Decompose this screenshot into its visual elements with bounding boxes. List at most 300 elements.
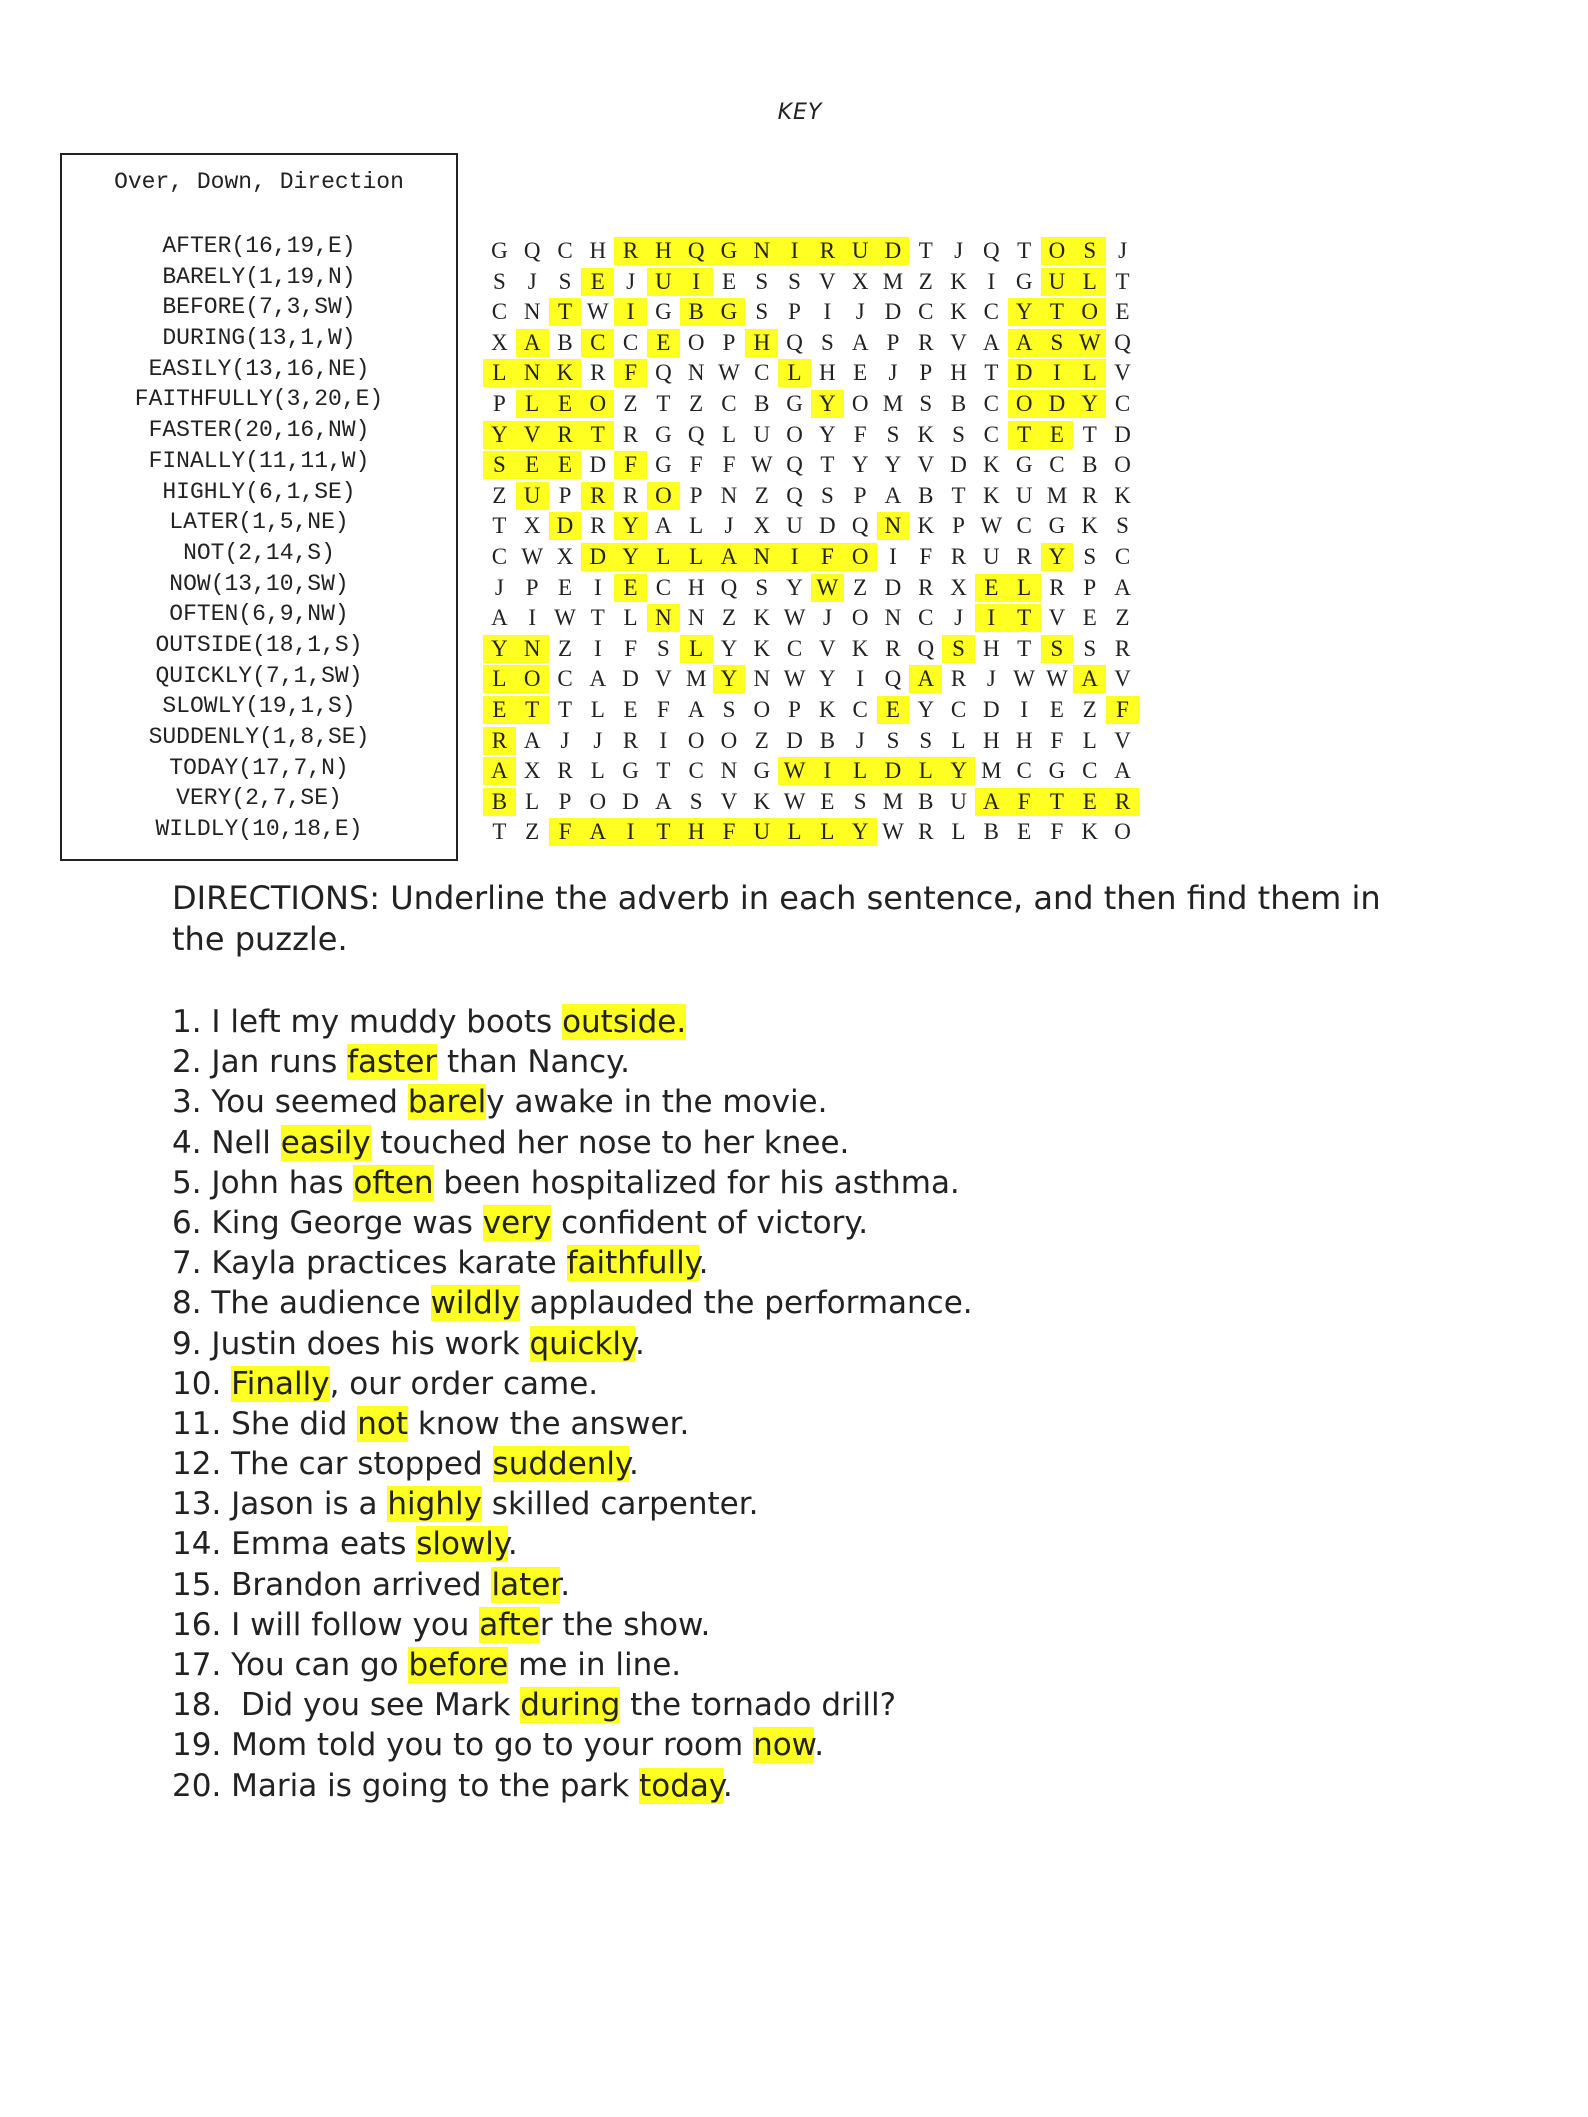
puzzle-letter: T <box>1041 788 1074 816</box>
puzzle-letter: E <box>1115 299 1130 325</box>
puzzle-letter: L <box>1073 268 1106 296</box>
sentence <box>172 1444 973 1484</box>
puzzle-letter: F <box>853 421 867 447</box>
puzzle-letter: T <box>656 390 671 416</box>
word-list-entry: TODAY(17,7,N) <box>169 754 349 781</box>
puzzle-row <box>483 511 1139 542</box>
puzzle-letter: E <box>975 574 1008 602</box>
puzzle-letter: K <box>819 696 836 722</box>
puzzle-letter: Q <box>1114 329 1131 355</box>
puzzle-letter: M <box>882 268 904 294</box>
word-list-entry: FINALLY(11,11,W) <box>148 447 370 474</box>
puzzle-letter: A <box>687 696 705 722</box>
highlighted-adverb: faithfully <box>566 1245 699 1282</box>
puzzle-letter: F <box>614 359 647 387</box>
sentence-text: r the show. <box>539 1606 711 1643</box>
puzzle-letter: A <box>516 329 549 357</box>
highlighted-adverb: not <box>357 1405 409 1442</box>
puzzle-letter: M <box>981 758 1002 784</box>
puzzle-letter: O <box>516 665 549 693</box>
puzzle-letter: A <box>655 788 672 814</box>
puzzle-row <box>483 695 1139 726</box>
sentence-text: 4. Nell <box>172 1124 281 1161</box>
puzzle-letter: L <box>680 543 713 571</box>
puzzle-letter: K <box>753 788 771 814</box>
puzzle-letter: A <box>589 666 607 692</box>
puzzle-letter: S <box>1073 237 1106 265</box>
puzzle-letter: Y <box>713 665 746 693</box>
puzzle-letter: T <box>557 696 573 722</box>
puzzle-letter: L <box>623 605 638 631</box>
puzzle-letter: B <box>918 482 934 508</box>
puzzle-letter: R <box>918 329 934 355</box>
puzzle-letter: B <box>754 390 770 416</box>
puzzle-letter: D <box>622 666 639 692</box>
sentence-text: 2. Jan runs <box>172 1044 348 1081</box>
sentence-text: . <box>560 1566 571 1603</box>
sentence <box>172 1725 973 1765</box>
word-list-header: Over, Down, Direction <box>114 169 404 195</box>
puzzle-letter: C <box>786 635 803 661</box>
puzzle-letter: F <box>1008 788 1041 816</box>
word-list-entry: NOW(13,10,SW) <box>169 570 349 597</box>
puzzle-letter: Q <box>687 421 705 447</box>
puzzle-letter: L <box>483 665 516 693</box>
sentence <box>172 1484 973 1524</box>
highlighted-adverb: barel <box>407 1084 487 1121</box>
sentence-text: 13. Jason is a <box>172 1486 388 1523</box>
puzzle-letter: E <box>647 329 680 357</box>
sentence-text: 3. You seemed <box>172 1084 408 1121</box>
highlighted-adverb: afte <box>479 1606 540 1643</box>
puzzle-letter: R <box>590 513 606 539</box>
puzzle-letter: P <box>1083 574 1097 600</box>
sentence-text: been hospitalized for his asthma. <box>433 1164 960 1201</box>
puzzle-letter: G <box>713 237 746 265</box>
puzzle-letter: P <box>493 390 506 416</box>
puzzle-letter: N <box>884 605 902 631</box>
sentence <box>172 1163 973 1203</box>
puzzle-letter: J <box>593 727 603 753</box>
puzzle-letter: K <box>549 359 582 387</box>
puzzle-letter: J <box>626 268 636 294</box>
puzzle-letter: S <box>788 268 801 294</box>
puzzle-letter: I <box>778 543 811 571</box>
puzzle-letter: A <box>975 788 1008 816</box>
puzzle-letter: P <box>919 360 933 386</box>
sentence <box>172 1042 973 1082</box>
puzzle-letter: N <box>720 758 738 784</box>
puzzle-letter: S <box>755 268 769 294</box>
puzzle-letter: Q <box>983 238 1000 263</box>
puzzle-letter: Y <box>614 543 647 571</box>
puzzle-letter: L <box>951 819 966 845</box>
puzzle-letter: R <box>549 421 582 449</box>
puzzle-letter: X <box>753 513 771 539</box>
puzzle-letter: X <box>523 758 541 784</box>
puzzle-letter: V <box>819 268 836 294</box>
puzzle-letter: U <box>1041 268 1074 296</box>
sentence-text: 1. I left my muddy boots <box>172 1004 563 1040</box>
puzzle-letter: E <box>1082 605 1097 631</box>
puzzle-letter: D <box>1041 390 1074 418</box>
puzzle-letter: A <box>655 513 672 539</box>
sentence-text: 6. King George was <box>172 1204 483 1241</box>
puzzle-letter: Y <box>1041 543 1074 571</box>
puzzle-row <box>483 450 1139 481</box>
puzzle-letter: O <box>1114 452 1131 478</box>
puzzle-row <box>483 297 1139 328</box>
puzzle-letter: L <box>525 788 540 814</box>
highlighted-adverb: quickly <box>529 1325 635 1362</box>
puzzle-letter: F <box>614 451 647 479</box>
puzzle-letter: O <box>786 421 803 447</box>
puzzle-letter: R <box>1106 788 1139 816</box>
puzzle-letter: N <box>720 482 738 508</box>
puzzle-letter: J <box>560 727 570 753</box>
sentence-text: 15. Brandon arrived <box>172 1566 492 1603</box>
puzzle-letter: C <box>491 543 508 569</box>
puzzle-letter: N <box>687 605 705 631</box>
sentence-text: skilled carpenter. <box>481 1486 759 1523</box>
puzzle-letter: R <box>581 482 614 510</box>
highlighted-adverb: very <box>482 1204 552 1241</box>
puzzle-letter: I <box>889 543 897 569</box>
puzzle-letter: M <box>685 666 707 692</box>
puzzle-letter: N <box>745 543 778 571</box>
puzzle-letter: Y <box>1073 390 1106 418</box>
puzzle-letter: Q <box>786 329 803 355</box>
sentence-text: 20. Maria is going to the park <box>172 1767 640 1804</box>
puzzle-letter: M <box>882 390 904 416</box>
puzzle-letter: G <box>655 299 672 325</box>
puzzle-letter: C <box>655 574 672 600</box>
puzzle-letter: Y <box>811 390 844 418</box>
puzzle-letter: F <box>722 452 736 478</box>
puzzle-letter: O <box>687 727 705 753</box>
puzzle-row <box>483 542 1139 573</box>
sentence <box>172 1766 973 1806</box>
sentence-text: 18. Did you see Mark <box>172 1687 521 1724</box>
puzzle-row <box>483 573 1139 604</box>
puzzle-letter: B <box>950 390 967 416</box>
puzzle-letter: K <box>753 605 771 631</box>
puzzle-letter: F <box>549 818 582 846</box>
sentence-text: 11. She did <box>172 1405 358 1442</box>
puzzle-letter: K <box>917 421 935 447</box>
puzzle-letter: L <box>1082 727 1097 753</box>
word-list-entry: NOT(2,14,S) <box>183 539 335 566</box>
sentence <box>172 1283 973 1323</box>
puzzle-letter: H <box>1015 727 1033 753</box>
puzzle-letter: U <box>844 237 877 265</box>
puzzle-letter: Y <box>819 421 836 447</box>
puzzle-letter: C <box>491 299 508 325</box>
puzzle-letter: V <box>1048 605 1066 631</box>
sentence <box>172 1203 973 1243</box>
puzzle-letter: P <box>722 329 736 355</box>
sentence <box>172 1364 973 1404</box>
puzzle-row <box>483 817 1139 848</box>
puzzle-letter: T <box>1008 604 1041 632</box>
puzzle-letter: Q <box>680 237 713 265</box>
highlighted-adverb: wildly <box>430 1285 520 1322</box>
puzzle-row <box>483 603 1139 634</box>
puzzle-letter: E <box>581 268 614 296</box>
puzzle-letter: L <box>689 513 704 539</box>
puzzle-letter: H <box>819 360 836 386</box>
puzzle-letter: W <box>521 543 544 569</box>
puzzle-letter: F <box>713 818 746 846</box>
word-list-entry: BEFORE(7,3,SW) <box>162 294 356 321</box>
puzzle-letter: Y <box>884 452 902 478</box>
puzzle-letter: S <box>952 421 965 447</box>
puzzle-letter: Q <box>917 635 935 661</box>
puzzle-letter: E <box>1041 421 1074 449</box>
sentence <box>172 1605 973 1645</box>
puzzle-letter: E <box>820 788 835 814</box>
puzzle-letter: W <box>750 452 773 478</box>
puzzle-letter: Z <box>721 605 736 631</box>
puzzle-letter: O <box>753 696 771 722</box>
puzzle-letter: J <box>954 238 964 263</box>
puzzle-letter: Y <box>819 666 836 692</box>
word-list-entry: DURING(13,1,W) <box>162 325 356 352</box>
puzzle-letter: Z <box>492 482 507 508</box>
puzzle-letter: I <box>614 298 647 326</box>
puzzle-letter: P <box>558 788 572 814</box>
highlighted-adverb: faster <box>347 1044 438 1081</box>
sentence <box>172 1404 973 1444</box>
puzzle-letter: Y <box>483 421 516 449</box>
puzzle-letter: P <box>689 482 703 508</box>
sentence <box>172 1524 973 1564</box>
puzzle-letter: D <box>581 543 614 571</box>
puzzle-letter: C <box>1114 543 1131 569</box>
puzzle-letter: S <box>656 635 670 661</box>
sentence-text: me in line. <box>508 1647 682 1683</box>
puzzle-letter: E <box>1073 788 1106 816</box>
puzzle-letter: T <box>516 696 549 724</box>
puzzle-letter: N <box>523 299 541 325</box>
puzzle-row <box>483 420 1139 451</box>
puzzle-letter: C <box>918 605 934 631</box>
puzzle-letter: R <box>622 727 639 753</box>
puzzle-letter: I <box>528 605 537 631</box>
puzzle-letter: W <box>586 299 609 325</box>
highlighted-adverb: during <box>520 1687 621 1724</box>
puzzle-letter: S <box>820 482 834 508</box>
puzzle-letter: T <box>1008 421 1041 449</box>
puzzle-letter: S <box>755 299 769 325</box>
puzzle-letter: P <box>952 513 965 539</box>
puzzle-letter: R <box>622 482 639 508</box>
sentence-text: . <box>628 1446 639 1483</box>
word-list-box <box>60 153 458 861</box>
puzzle-letter: Q <box>786 452 803 478</box>
puzzle-letter: W <box>783 788 806 814</box>
puzzle-letter: X <box>851 268 869 294</box>
puzzle-letter: L <box>1073 359 1106 387</box>
puzzle-letter: P <box>558 482 572 508</box>
puzzle-letter: F <box>624 635 637 661</box>
puzzle-letter: F <box>919 543 933 569</box>
sentence-text: 12. The car stopped <box>172 1446 493 1483</box>
puzzle-letter: N <box>516 359 549 387</box>
puzzle-letter: F <box>1050 727 1064 753</box>
puzzle-letter: Y <box>917 696 935 722</box>
puzzle-letter: V <box>720 788 738 814</box>
puzzle-letter: R <box>885 635 901 661</box>
puzzle-letter: D <box>983 696 1000 722</box>
puzzle-letter: D <box>884 574 902 600</box>
puzzle-letter: H <box>589 238 607 263</box>
puzzle-letter: L <box>778 818 811 846</box>
puzzle-letter: I <box>778 237 811 265</box>
puzzle-letter: W <box>778 757 811 785</box>
puzzle-letter: L <box>951 727 966 753</box>
puzzle-row <box>483 726 1139 757</box>
puzzle-letter: U <box>950 788 967 814</box>
puzzle-letter: C <box>983 299 1000 325</box>
puzzle-letter: I <box>614 818 647 846</box>
puzzle-letter: A <box>523 727 541 753</box>
puzzle-letter: S <box>886 421 900 447</box>
word-list-entry: LATER(1,5,NE) <box>169 509 349 536</box>
puzzle-letter: A <box>1008 329 1041 357</box>
puzzle-letter: E <box>483 696 516 724</box>
puzzle-letter: O <box>1041 237 1074 265</box>
puzzle-letter: I <box>680 268 713 296</box>
puzzle-letter: H <box>647 237 680 265</box>
word-list-entry: QUICKLY(7,1,SW) <box>155 662 363 689</box>
puzzle-letter: G <box>655 421 672 447</box>
sentence-text: . <box>634 1325 645 1362</box>
puzzle-letter: V <box>819 635 836 661</box>
puzzle-letter: G <box>1015 452 1033 478</box>
puzzle-letter: R <box>918 574 934 600</box>
puzzle-letter: I <box>1041 359 1074 387</box>
puzzle-letter: B <box>557 329 573 355</box>
sentence-text: the tornado drill? <box>620 1687 897 1724</box>
puzzle-letter: Q <box>884 666 902 692</box>
puzzle-letter: T <box>951 482 966 508</box>
puzzle-letter: C <box>918 299 934 325</box>
sentence-text: know the answer. <box>408 1405 690 1442</box>
puzzle-letter: R <box>1016 543 1032 569</box>
highlighted-adverb: now <box>753 1727 815 1764</box>
puzzle-letter: N <box>745 237 778 265</box>
puzzle-letter: C <box>622 329 639 355</box>
puzzle-letter: I <box>987 268 996 294</box>
puzzle-letter: S <box>942 635 975 663</box>
puzzle-letter: S <box>919 390 933 416</box>
puzzle-letter: L <box>721 421 736 447</box>
puzzle-letter: A <box>713 543 746 571</box>
puzzle-letter: T <box>918 238 933 263</box>
puzzle-row <box>483 358 1139 389</box>
puzzle-letter: W <box>980 513 1003 539</box>
highlighted-adverb: later <box>491 1566 561 1603</box>
puzzle-letter: D <box>1008 359 1041 387</box>
puzzle-letter: R <box>557 758 573 784</box>
puzzle-letter: R <box>950 543 967 569</box>
puzzle-letter: Z <box>1082 696 1097 722</box>
puzzle-letter: Q <box>523 238 541 263</box>
puzzle-letter: K <box>983 482 1000 508</box>
puzzle-row <box>483 664 1139 695</box>
highlighted-adverb: highly <box>387 1486 482 1523</box>
puzzle-letter: J <box>724 513 734 539</box>
puzzle-letter: W <box>811 574 844 602</box>
puzzle-letter: V <box>655 666 672 692</box>
puzzle-letter: G <box>491 238 508 263</box>
word-list <box>62 231 456 845</box>
sentence-text: 7. Kayla practices karate <box>172 1245 567 1282</box>
sentence <box>172 1082 973 1122</box>
sentence-text: touched her nose to her knee. <box>370 1124 850 1161</box>
puzzle-letter: U <box>786 513 803 539</box>
puzzle-letter: D <box>589 452 607 478</box>
directions-text: DIRECTIONS: Underline the adverb in each sentence, and then find them in the puzzle. <box>172 879 1381 958</box>
puzzle-letter: I <box>856 666 864 692</box>
puzzle-letter: C <box>557 238 573 263</box>
puzzle-letter: S <box>919 727 933 753</box>
highlighted-adverb: Finally <box>231 1365 330 1402</box>
puzzle-letter: A <box>1114 758 1131 784</box>
puzzle-letter: C <box>1016 513 1032 539</box>
puzzle-letter: V <box>1114 666 1131 692</box>
puzzle-letter: L <box>516 390 549 418</box>
sentence-text: y awake in the movie. <box>486 1084 828 1121</box>
puzzle-letter: C <box>754 360 770 386</box>
puzzle-letter: T <box>492 819 507 845</box>
sentence <box>172 1123 973 1163</box>
puzzle-letter: Z <box>754 482 769 508</box>
word-list-entry: SUDDENLY(1,8,SE) <box>148 724 370 750</box>
highlighted-adverb: slowly <box>416 1526 508 1563</box>
puzzle-letter: E <box>1017 819 1032 845</box>
puzzle-letter: C <box>1114 390 1131 416</box>
puzzle-letter: F <box>656 696 670 722</box>
puzzle-letter: L <box>909 757 942 785</box>
puzzle-letter: C <box>1049 452 1065 478</box>
puzzle-letter: P <box>525 574 539 600</box>
puzzle-letter: A <box>1114 574 1131 600</box>
puzzle-letter: W <box>882 819 904 845</box>
puzzle-letter: S <box>1083 543 1097 569</box>
highlighted-adverb: today <box>639 1767 723 1804</box>
puzzle-letter: O <box>720 727 738 753</box>
puzzle-letter: V <box>1114 360 1131 386</box>
puzzle-letter: I <box>593 574 602 600</box>
puzzle-row <box>483 236 1139 267</box>
puzzle-letter: M <box>1046 482 1068 508</box>
puzzle-letter: C <box>852 696 868 722</box>
puzzle-letter: H <box>983 635 1000 661</box>
puzzle-letter: D <box>884 299 902 325</box>
puzzle-letter: P <box>853 482 867 508</box>
highlighted-adverb: outside. <box>562 1004 687 1040</box>
sentence-text: 10. <box>172 1365 232 1402</box>
puzzle-letter: D <box>877 237 910 265</box>
puzzle-letter: U <box>753 421 771 447</box>
sentence-text: . <box>814 1727 825 1764</box>
puzzle-letter: S <box>853 788 867 814</box>
puzzle-letter: O <box>1114 819 1131 845</box>
puzzle-letter: Y <box>614 512 647 540</box>
puzzle-letter: T <box>820 452 835 478</box>
